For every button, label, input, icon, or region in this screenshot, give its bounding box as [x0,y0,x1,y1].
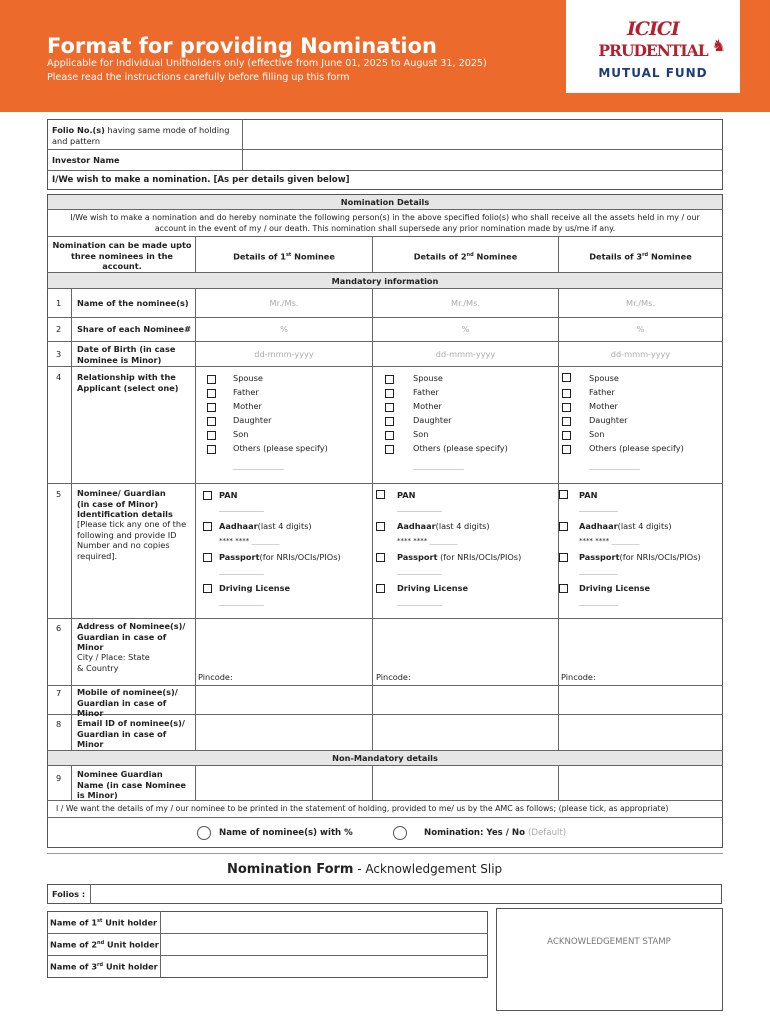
nomination-intro: I/We wish to make a nomination and do hereby nominate the following person(s) in the above specified folio(s) who shall receive all the assets held in my / our account in the event of my / our death. This nomination shall supersede any prior nomination made by us/me if any. [70,213,700,233]
relation-option: Father [233,387,259,397]
pan-label: PAN [579,490,598,500]
relation-option: Son [413,429,429,439]
nomination-details-heading: Nomination Details [340,197,430,207]
nominee-3-father-checkbox[interactable] [562,389,571,398]
unitholder-2-input[interactable] [161,934,487,955]
dl-line[interactable]: ______________________ [397,599,441,606]
passport-line[interactable]: ______________________ [397,568,441,575]
non-mandatory-heading: Non-Mandatory details [332,753,438,763]
address-label: Address of Nominee(s)/ Guardian in case of Minor [77,621,186,652]
nominee-1-others-checkbox[interactable] [207,445,216,454]
pan-line[interactable]: ___________________ [579,505,617,512]
guardian-name-label: Nominee Guardian Name (in case Nominee is Minor) [77,769,186,800]
row-number: 5 [56,489,62,499]
dob-label: Date of Birth (in case Nominee is Minor) [77,344,176,365]
nominee-1-dob-input[interactable]: dd-mmm-yyyy [254,349,314,359]
pan-line[interactable]: ______________________ [397,505,441,512]
dl-label: Driving License [219,583,291,593]
nominee-3-dl-checkbox[interactable] [559,584,568,593]
relation-option: Mother [233,401,262,411]
relation-option: Spouse [413,373,443,383]
passport-label: Passport (for NRIs/OCIs/PIOs) [397,552,522,562]
nominee-3-pincode[interactable]: Pincode: [561,672,596,682]
nominee-3-others-checkbox[interactable] [562,445,571,454]
logo-mutual-fund: MUTUAL FUND [598,66,708,80]
relation-option: Mother [589,401,618,411]
folio-label: Folio No.(s) having same mode of holding and pattern [52,125,230,146]
mobile-label: Mobile of nominee(s)/ Guardian in case of Minor [77,687,178,718]
unitholder-1-input[interactable] [161,912,487,933]
nominee-3-aadhaar-checkbox[interactable] [559,522,568,531]
nominee-2-name-input[interactable]: Mr./Ms. [451,298,480,308]
nominee-2-mother-checkbox[interactable] [385,403,394,412]
nominee-2-share-input[interactable]: % [461,324,470,334]
acknowledgement-stamp-label: ACKNOWLEDGEMENT STAMP [547,937,671,947]
folios-input[interactable] [91,885,721,903]
identification-note: [Please tick any one of the following and provide ID Number and no copies required]. [77,519,187,561]
relation-option: Daughter [233,415,272,425]
nominee-2-heading: Details of 2nd Nominee [413,251,518,262]
nominee-1-name-input[interactable]: Mr./Ms. [269,298,299,308]
nominee-1-share-input[interactable]: % [280,324,288,334]
nomination-yes-no-radio[interactable] [393,826,407,840]
unitholder-2-label: Name of 2nd Unit holder [50,939,159,950]
form-title: Format for providing Nomination [47,34,437,58]
pan-label: PAN [397,490,416,500]
nominee-3-son-checkbox[interactable] [562,431,571,440]
relation-option: Father [413,387,439,397]
passport-label: Passport(for NRIs/OCIs/PIOs) [579,552,701,562]
investor-name-label: Investor Name [52,155,120,165]
nominee-3-spouse-checkbox[interactable] [562,373,571,382]
aadhaar-label: Aadhaar(last 4 digits) [397,521,490,531]
statement-preference: I / We want the details of my / our nominee to be printed in the statement of holding, provided to me/ us by the AMC as follows; (please tick, as appropriate) [56,804,669,813]
relation-option: Spouse [589,373,619,383]
nominee-1-pincode[interactable]: Pincode: [198,672,233,682]
nominee-1-pan-checkbox[interactable] [203,491,212,500]
logo-prudential: PRUDENTIAL [598,41,708,60]
relationship-label: Relationship with the Applicant (select one) [77,372,179,393]
nominee-3-share-input[interactable]: % [636,324,645,334]
nominee-3-heading: Details of 3rd Nominee [589,251,692,262]
row-number: 6 [56,623,62,633]
unitholder-3-label: Name of 3rd Unit holder [50,961,158,972]
nominee-1-aadhaar-checkbox[interactable] [203,522,212,531]
dl-line[interactable]: ______________________ [219,599,263,606]
nominee-3-passport-checkbox[interactable] [559,553,568,562]
nominee-1-mother-checkbox[interactable] [207,403,216,412]
row-number: 4 [56,372,62,382]
passport-line[interactable]: ______________________ [219,568,263,575]
nominee-3-daughter-checkbox[interactable] [562,417,571,426]
name-with-percent-radio[interactable] [197,826,211,840]
row-number: 2 [56,324,62,334]
share-label: Share of each Nominee# [77,324,191,334]
dl-label: Driving License [579,583,651,593]
nominee-1-father-checkbox[interactable] [207,389,216,398]
nominee-1-passport-checkbox[interactable] [203,553,212,562]
relation-option: Spouse [233,373,263,383]
name-with-percent-label: Name of nominee(s) with % [219,828,353,838]
relation-option: Daughter [413,415,452,425]
brand-logo [566,0,740,93]
nominee-2-dob-input[interactable]: dd-mmm-yyyy [435,349,496,359]
investor-name-input[interactable] [243,150,722,170]
upto-three-note: Nomination can be made upto three nominees in the account. [52,240,192,271]
relation-option: Others (please specify) [233,443,328,453]
nominee-1-daughter-checkbox[interactable] [207,417,216,426]
dl-line[interactable]: ___________________ [579,599,617,606]
nominee-3-dob-input[interactable]: dd-mmm-yyyy [610,349,671,359]
nominee-3-name-input[interactable]: Mr./Ms. [626,298,655,308]
nominee-3-mother-checkbox[interactable] [562,403,571,412]
relation-option: Father [589,387,615,397]
nominee-2-spouse-checkbox[interactable] [385,375,394,384]
aadhaar-digits[interactable]: **** **** ________ [397,537,458,545]
aadhaar-digits[interactable]: **** **** ________ [579,537,640,545]
specify-line[interactable]: _________________________ [413,463,463,470]
aadhaar-label: Aadhaar(last 4 digits) [219,521,312,531]
applicability-note: Applicable for Individual Unitholders only (effective from June 01, 2025 to August 31, 2025) [47,58,487,69]
row-number: 9 [56,773,62,783]
nominee-2-others-checkbox[interactable] [385,445,394,454]
relation-option: Daughter [589,415,628,425]
email-label: Email ID of nominee(s)/ Guardian in case of Minor [77,718,185,749]
nominee-name-label: Name of the nominee(s) [77,298,189,308]
instructions-note: Please read the instructions carefully before filling up this form [47,72,350,83]
pan-label: PAN [219,490,238,500]
relation-option: Others (please specify) [589,443,684,453]
lion-icon: ♞ [711,36,726,55]
relation-option: Mother [413,401,442,411]
relation-option: Son [589,429,605,439]
mandatory-heading: Mandatory information [331,276,439,286]
relation-option: Others (please specify) [413,443,508,453]
unitholder-1-label: Name of 1st Unit holder [50,917,158,928]
acknowledgement-stamp-box [496,908,723,1011]
address-note: City / Place: State & Country [77,652,150,673]
aadhaar-label: Aadhaar(last 4 digits) [579,521,672,531]
nominee-1-son-checkbox[interactable] [207,431,216,440]
nominee-2-pincode[interactable]: Pincode: [376,672,411,682]
nominee-1-dl-checkbox[interactable] [203,584,212,593]
nominee-2-passport-checkbox[interactable] [376,553,385,562]
nominee-1-heading: Details of 1st Nominee [233,251,335,262]
nominee-3-pan-checkbox[interactable] [559,490,568,499]
row-number: 1 [56,298,62,308]
row-number: 3 [56,349,62,359]
aadhaar-digits[interactable]: **** **** ________ [219,537,280,545]
nominee-1-spouse-checkbox[interactable] [207,375,216,384]
folio-input[interactable] [243,120,722,149]
unitholder-3-input[interactable] [161,956,487,977]
nominee-2-pan-checkbox[interactable] [376,490,385,499]
acknowledgement-title: Nomination Form - Acknowledgement Slip [227,862,503,877]
specify-line[interactable]: _________________________ [589,463,639,470]
pan-line[interactable]: ______________________ [219,505,263,512]
nominee-2-father-checkbox[interactable] [385,389,394,398]
nomination-yes-no-label: Nomination: Yes / No (Default) [424,828,567,838]
logo-icici: ICICI [627,18,679,40]
identification-label: Nominee/ Guardian (in case of Minor) Identification details [77,488,173,519]
row-number: 8 [56,719,62,729]
row-number: 7 [56,688,62,698]
nominee-2-aadhaar-checkbox[interactable] [376,522,385,531]
dl-label: Driving License [397,583,469,593]
nominee-2-son-checkbox[interactable] [385,431,394,440]
folios-label: Folios : [52,889,86,899]
wish-text: I/We wish to make a nomination. [As per details given below] [52,175,350,185]
specify-line[interactable]: _________________________ [233,463,283,470]
nominee-2-daughter-checkbox[interactable] [385,417,394,426]
relation-option: Son [233,429,249,439]
nominee-2-dl-checkbox[interactable] [376,584,385,593]
passport-label: Passport(for NRIs/OCIs/PIOs) [219,552,341,562]
passport-line[interactable]: ___________________ [579,568,617,575]
